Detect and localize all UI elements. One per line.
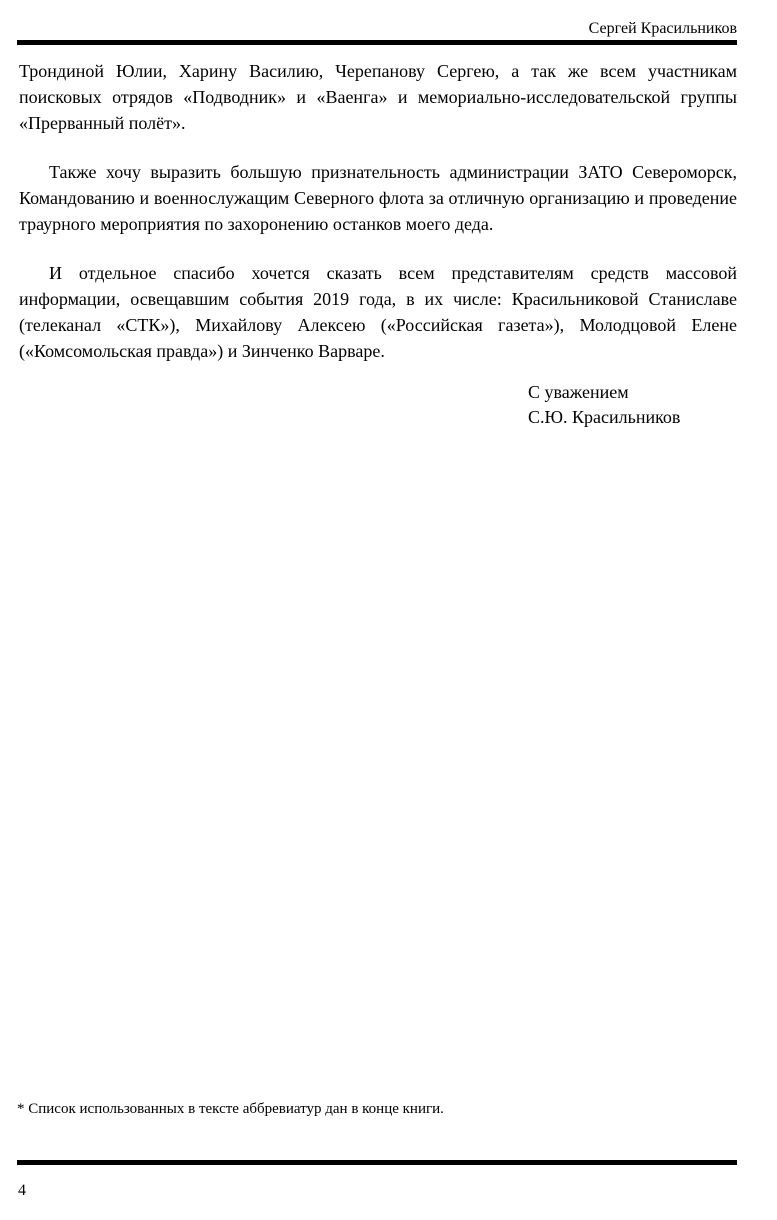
signature-block bbox=[528, 380, 680, 430]
footnote-text: * Список использованных в тексте аббревиатур дан в конце книги. bbox=[17, 1101, 444, 1117]
footer-rule bbox=[17, 1160, 737, 1165]
body-text bbox=[19, 58, 737, 387]
page-number: 4 bbox=[18, 1182, 26, 1199]
header-rule bbox=[17, 40, 737, 45]
paragraph-media-thanks: И отдельное спасибо хочется сказать всем представителям средств массовой информации, освещавшим события 2019 года, в их числе: Красильниковой Станиславе (телеканал «СТК»), Михайлову Алексею («Российская газета»), Молодцовой Елене («Комсомольская правда») и Зинченко Варваре. bbox=[19, 263, 737, 361]
paragraph-administration-thanks: Также хочу выразить большую признательность администрации ЗАТО Североморск, Командованию и военнослужащим Северного флота за отличную организацию и проведение траурного мероприятия по захоронению останков моего деда. bbox=[19, 162, 737, 234]
paragraph-acknowledgement-continued: Трондиной Юлии, Харину Василию, Черепанову Сергею, а так же всем участникам поисковых отрядов «Подводник» и «Ваенга» и мемориально-исследовательской группы «Прерванный полёт». bbox=[19, 61, 737, 133]
signature-regards-line: С уважением bbox=[528, 382, 629, 402]
signature-name-line: С.Ю. Красильников bbox=[528, 407, 681, 427]
header-author-name: Сергей Красильников bbox=[588, 20, 737, 37]
